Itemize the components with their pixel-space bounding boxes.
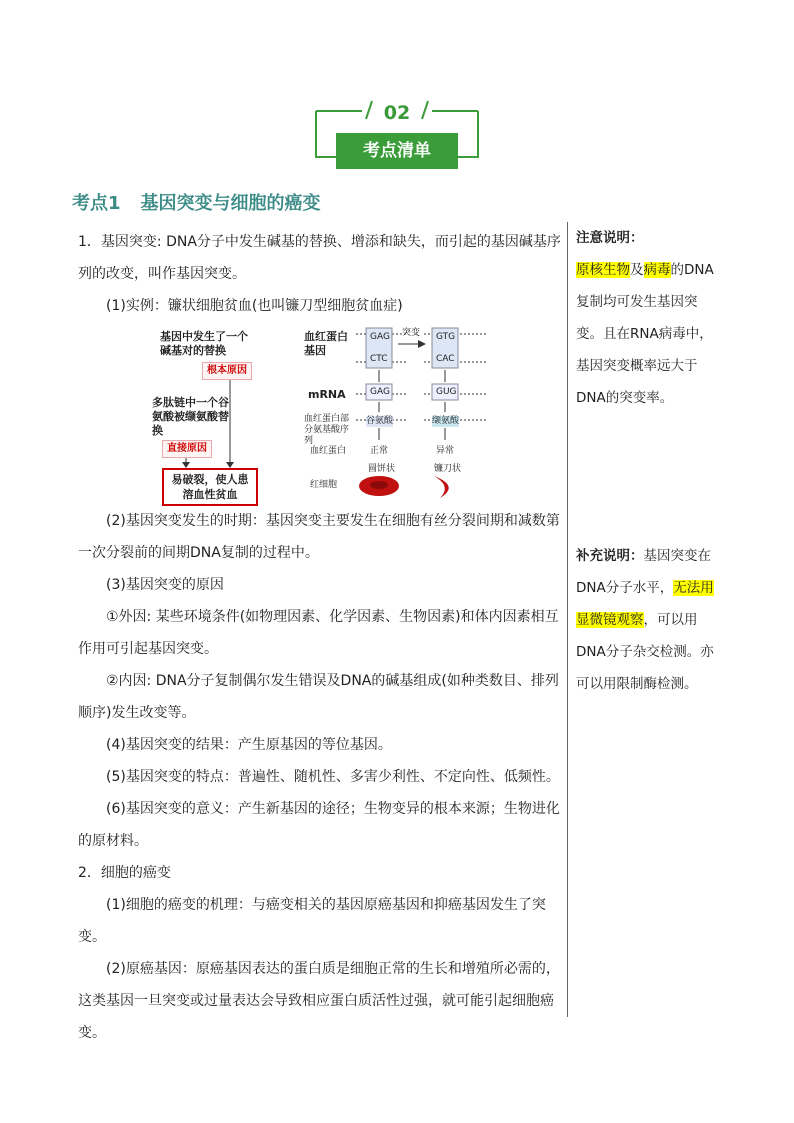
note-supplement-text-1: 基因突变在DNA分子水平， bbox=[576, 548, 711, 596]
note-attention-heading: 注意说明： bbox=[576, 230, 644, 246]
hb-mut: 异常 bbox=[436, 446, 455, 456]
figure-left-label-1: 基因中发生了一个碱基对的替换 bbox=[160, 330, 248, 357]
note-attention-mid: 及 bbox=[630, 262, 644, 278]
paragraph-oncogene: (2)原癌基因：原癌基因表达的蛋白质是细胞正常的生长和增殖所必需的，这类基因一旦突变或过量表达会导致相应蛋白质活性过强，就可能引起细胞癌变。 bbox=[78, 961, 560, 1041]
figure-tag-direct-cause: 直接原因 bbox=[162, 440, 212, 458]
mrna-normal: GAG bbox=[370, 387, 390, 397]
paragraph-result: (4)基因突变的结果：产生原基因的等位基因。 bbox=[106, 737, 392, 753]
section-badge bbox=[314, 97, 480, 175]
figure-row-hb: 血红蛋白 bbox=[310, 446, 347, 456]
figure-row-aa: 血红蛋白部分氨基酸序列 bbox=[304, 414, 350, 446]
figure-tag-root-cause: 根本原因 bbox=[202, 362, 252, 380]
paragraph-cancer-mechanism: (1)细胞的癌变的机理：与癌变相关的基因原癌基因和抑癌基因发生了突变。 bbox=[78, 897, 546, 945]
rbc-normal: 圆饼状 bbox=[368, 464, 396, 474]
codon-mut-top: GTG bbox=[436, 332, 456, 342]
section-label: 考点1 bbox=[72, 193, 121, 214]
rbc-mut: 镰刀状 bbox=[434, 464, 462, 474]
paragraph-external: ①外因: 某些环境条件(如物理因素、化学因素、生物因素)和体内因素相互作用可引起基因突变。 bbox=[78, 609, 559, 657]
figure-result-box: 易破裂，使人患溶血性贫血 bbox=[162, 468, 258, 506]
paragraph-example: (1)实例：镰状细胞贫血(也叫镰刀型细胞贫血症) bbox=[106, 298, 403, 314]
paragraph-timing: (2)基因突变发生的时期：基因突变主要发生在细胞有丝分裂间期和减数第一次分裂前的间期DNA复制的过程中。 bbox=[78, 513, 560, 561]
column-divider bbox=[567, 222, 568, 1017]
codon-mut-bottom: CAC bbox=[436, 354, 455, 364]
note-highlight-prokaryote: 原核生物 bbox=[576, 262, 630, 278]
figure-row-hb-gene: 血红蛋白基因 bbox=[304, 330, 348, 357]
note-supplement-heading: 补充说明： bbox=[576, 548, 644, 564]
paragraph-causes: (3)基因突变的原因 bbox=[106, 577, 224, 593]
figure-row-rbc: 红细胞 bbox=[310, 480, 338, 490]
note-supplement-text-2: ，可以用DNA分子杂交检测。亦可以用限制酶检测。 bbox=[576, 612, 714, 692]
paragraph-cancer-heading: 2．细胞的癌变 bbox=[78, 865, 171, 881]
figure-mutation-label: 突变 bbox=[402, 328, 421, 338]
figure-left-label-2: 多肽链中一个谷氨酸被缬氨酸替换 bbox=[152, 396, 229, 437]
badge-title: 考点清单 bbox=[336, 133, 458, 169]
aa-mut: 缬氨酸 bbox=[432, 416, 460, 426]
aa-normal: 谷氨酸 bbox=[366, 416, 394, 426]
section-title: 基因突变与细胞的癌变 bbox=[140, 193, 321, 214]
side-note-supplement bbox=[576, 540, 716, 700]
note-highlight-virus: 病毒 bbox=[643, 262, 671, 278]
paragraph-definition: 1．基因突变: DNA分子中发生碱基的替换、增添和缺失，而引起的基因碱基序列的改变，叫作基因突变。 bbox=[78, 234, 561, 282]
badge-number: 02 bbox=[383, 102, 411, 124]
paragraph-internal: ②内因: DNA分子复制偶尔发生错误及DNA的碱基组成(如种类数目、排列顺序)发生改变等。 bbox=[78, 673, 559, 721]
paragraph-features: (5)基因突变的特点：普遍性、随机性、多害少利性、不定向性、低频性。 bbox=[106, 769, 560, 785]
note-highlight-microscope: 无法用显微镜观察 bbox=[576, 580, 714, 628]
note-attention-text: 的DNA复制均可发生基因突变。且在RNA病毒中，基因突变概率远大于DNA的突变率。 bbox=[576, 262, 714, 406]
section-heading bbox=[72, 189, 341, 215]
paragraph-significance: (6)基因突变的意义：产生新基因的途径；生物变异的根本来源；生物进化的原材料。 bbox=[78, 801, 560, 849]
mrna-mut: GUG bbox=[436, 387, 457, 397]
codon-normal-bottom: CTC bbox=[370, 354, 388, 364]
figure-row-mrna: mRNA bbox=[308, 388, 346, 401]
sickle-cell-figure bbox=[148, 322, 508, 502]
codon-normal-top: GAG bbox=[370, 332, 390, 342]
side-note-attention bbox=[576, 222, 716, 414]
hb-normal: 正常 bbox=[370, 446, 389, 456]
